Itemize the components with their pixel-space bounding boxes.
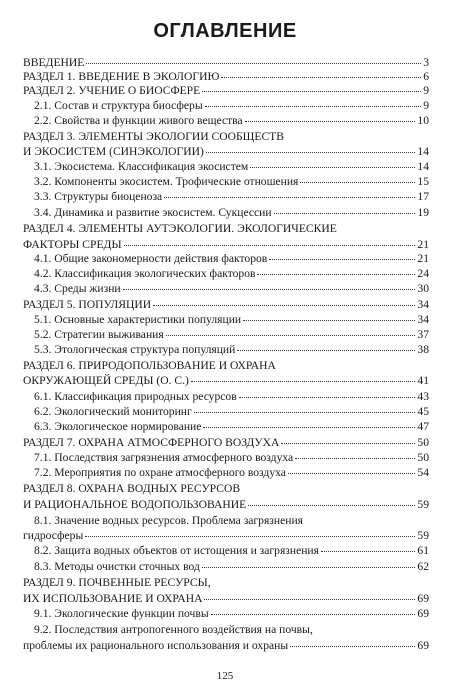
toc-entry: [34, 405, 429, 418]
dot-leader: [221, 77, 421, 78]
toc-entry-title: 5.2. Стратегии выживания: [34, 328, 164, 341]
dot-leader: [205, 106, 422, 107]
toc-entry-title: 7.1. Последствия загрязнения атмосферного воздуха: [34, 451, 294, 464]
toc-entry-page: 50: [417, 436, 429, 449]
toc-entry-page: 21: [417, 238, 429, 251]
dot-leader: [243, 320, 415, 321]
toc-entry-page: 17: [417, 190, 429, 203]
toc-entry-page: 14: [417, 145, 429, 158]
toc-entry-title: 5.3. Этологическая структура популяций: [34, 343, 236, 356]
toc-entry-title: ФАКТОРЫ СРЕДЫ: [23, 238, 122, 251]
toc-entry-title: 8.2. Защита водных объектов от истощения и загрязнения: [34, 544, 319, 557]
toc-entry-page: 59: [417, 529, 429, 542]
toc-entry-page: 54: [417, 466, 429, 479]
toc-entry-title: 9.2. Последствия антропогенного воздействия на почвы,: [34, 623, 313, 636]
toc-entry-page: 30: [417, 282, 429, 295]
toc-entry-title: проблемы их рационального использования и охраны: [23, 639, 289, 652]
toc-entry: [23, 639, 429, 652]
toc-entry-title: РАЗДЕЛ 9. ПОЧВЕННЫЕ РЕСУРСЫ,: [23, 576, 211, 589]
dot-leader: [248, 505, 415, 506]
dot-leader: [202, 567, 416, 568]
toc-entry: [34, 514, 303, 527]
toc-entry-title: ВВЕДЕНИЕ: [23, 56, 85, 69]
toc-entry-page: 59: [417, 498, 429, 511]
toc-entry-title: 3.1. Экосистема. Классификация экосистем: [34, 160, 249, 173]
dot-leader: [166, 335, 416, 336]
toc-entry-title: 3.3. Структуры биоценоза: [34, 190, 163, 203]
toc-entry-page: 21: [417, 252, 429, 265]
toc-entry: [34, 99, 429, 112]
toc-entry-page: 43: [417, 390, 429, 403]
toc-entry: [34, 544, 429, 557]
toc-entry: [34, 390, 429, 403]
toc-entry-title: 2.2. Свойства и функции живого вещества: [34, 114, 243, 127]
toc-entry-page: 9: [423, 84, 429, 97]
toc-entry-title: РАЗДЕЛ 1. ВВЕДЕНИЕ В ЭКОЛОГИЮ: [23, 70, 220, 83]
toc-entry: [23, 374, 429, 387]
toc-entry: [23, 498, 429, 511]
toc-entry-title: И ЭКОСИСТЕМ (СИНЭКОЛОГИИ): [23, 145, 204, 158]
toc-entry: [23, 436, 429, 449]
dot-leader: [274, 213, 416, 214]
toc-entry-title: ОКРУЖАЮЩЕЙ СРЕДЫ (О. С.): [23, 374, 189, 387]
toc-entry-page: 50: [417, 451, 429, 464]
toc-entry-title: 4.1. Общие закономерности действия факторов: [34, 252, 268, 265]
toc-entry-page: 34: [417, 313, 429, 326]
toc-entry-page: 45: [417, 405, 429, 418]
toc-entry-page: 41: [417, 374, 429, 387]
dot-leader: [194, 412, 416, 413]
dot-leader: [204, 599, 415, 600]
toc-entry: [34, 252, 429, 265]
toc-entry-title: 3.2. Компоненты экосистем. Трофические отношения: [34, 175, 299, 188]
toc-entry: [34, 175, 429, 188]
toc-entry-title: 2.1. Состав и структура биосферы: [34, 99, 203, 112]
toc-entry: [34, 267, 429, 280]
toc-entry-title: И РАЦИОНАЛЬНОЕ ВОДОПОЛЬЗОВАНИЕ: [23, 498, 247, 511]
toc-entry: [23, 56, 429, 69]
toc-entry-title: РАЗДЕЛ 6. ПРИРОДОПОЛЬЗОВАНИЕ И ОХРАНА: [23, 359, 276, 372]
toc-entry: [23, 222, 337, 235]
toc-entry-page: 14: [417, 160, 429, 173]
dot-leader: [203, 427, 415, 428]
toc-entry: [23, 70, 429, 83]
toc-entry: [34, 451, 429, 464]
dot-leader: [239, 397, 416, 398]
toc-entry-page: 61: [417, 544, 429, 557]
toc-entry-page: 9: [423, 99, 429, 112]
toc-entry-page: 6: [423, 70, 429, 83]
page-title: ОГЛАВЛЕНИЕ: [153, 20, 297, 42]
toc-entry-title: ИХ ИСПОЛЬЗОВАНИЕ И ОХРАНА: [23, 592, 203, 605]
toc-entry: [34, 206, 429, 219]
toc-entry-page: 47: [417, 420, 429, 433]
dot-leader: [123, 289, 416, 290]
toc-entry: [34, 560, 429, 573]
dot-leader: [164, 197, 415, 198]
toc-entry-title: РАЗДЕЛ 4. ЭЛЕМЕНТЫ АУТЭКОЛОГИИ. ЭКОЛОГИЧЕСКИЕ: [23, 222, 337, 235]
toc-entry-title: РАЗДЕЛ 5. ПОПУЛЯЦИИ: [23, 298, 152, 311]
toc-entry: [34, 313, 429, 326]
toc-entry-title: 4.2. Классификация экологических факторов: [34, 267, 256, 280]
toc-entry: [23, 529, 429, 542]
dot-leader: [86, 63, 421, 64]
toc-entry: [23, 145, 429, 158]
toc-entry-title: 6.3. Экологическое нормирование: [34, 420, 202, 433]
toc-entry-page: 69: [417, 592, 429, 605]
dot-leader: [211, 614, 416, 615]
toc-entry: [23, 576, 211, 589]
toc-entry: [34, 160, 429, 173]
toc-entry-page: 62: [417, 560, 429, 573]
dot-leader: [288, 473, 415, 474]
toc-entry: [23, 84, 429, 97]
toc-entry-page: 37: [417, 328, 429, 341]
dot-leader: [257, 274, 415, 275]
toc-entry-title: 9.1. Экологические функции почвы: [34, 607, 209, 620]
toc-entry: [23, 359, 276, 372]
toc-entry-page: 19: [417, 206, 429, 219]
toc-entry-page: 3: [423, 56, 429, 69]
toc-entry: [23, 482, 240, 495]
toc-entry-page: 24: [417, 267, 429, 280]
toc-entry-page: 69: [417, 607, 429, 620]
toc-entry: [34, 282, 429, 295]
toc-entry: [23, 298, 429, 311]
toc-entry-title: РАЗДЕЛ 8. ОХРАНА ВОДНЫХ РЕСУРСОВ: [23, 482, 241, 495]
toc-entry-title: 8.1. Значение водных ресурсов. Проблема загрязнения: [34, 514, 303, 527]
toc-entry-title: РАЗДЕЛ 2. УЧЕНИЕ О БИОСФЕРЕ: [23, 84, 201, 97]
dot-leader: [202, 91, 421, 92]
toc-entry-title: 6.1. Классификация природных ресурсов: [34, 390, 237, 403]
dot-leader: [85, 536, 415, 537]
toc-entry-title: 4.3. Среды жизни: [34, 282, 121, 295]
toc-entry: [34, 607, 429, 620]
toc-entry-page: 34: [417, 298, 429, 311]
dot-leader: [300, 182, 415, 183]
toc-entry-page: 69: [417, 639, 429, 652]
toc-entry-title: РАЗДЕЛ 3. ЭЛЕМЕНТЫ ЭКОЛОГИИ СООБЩЕСТВ: [23, 130, 284, 143]
toc-entry-title: РАЗДЕЛ 7. ОХРАНА АТМОСФЕРНОГО ВОЗДУХА: [23, 436, 280, 449]
dot-leader: [269, 259, 415, 260]
dot-leader: [281, 443, 415, 444]
toc-entry: [23, 592, 429, 605]
dot-leader: [250, 167, 415, 168]
dot-leader: [153, 305, 415, 306]
dot-leader: [295, 458, 415, 459]
toc-entry: [34, 343, 429, 356]
toc-entry-title: 3.4. Динамика и развитие экосистем. Сукцессии: [34, 206, 272, 219]
toc-entry-title: 6.2. Экологический мониторинг: [34, 405, 192, 418]
toc-entry-title: гидросферы: [23, 529, 84, 542]
toc-entry-page: 10: [417, 114, 429, 127]
dot-leader: [245, 121, 416, 122]
toc-entry: [34, 623, 313, 636]
toc-entry-title: 8.3. Методы очистки сточных вод: [34, 560, 200, 573]
toc-entry-title: 5.1. Основные характеристики популяции: [34, 313, 242, 326]
toc-entry-title: 7.2. Мероприятия по охране атмосферного воздуха: [34, 466, 286, 479]
toc-entry: [23, 238, 429, 251]
toc-entry-page: 15: [417, 175, 429, 188]
dot-leader: [321, 551, 415, 552]
dot-leader: [237, 350, 415, 351]
toc-entry: [23, 130, 284, 143]
dot-leader: [124, 245, 416, 246]
page-number: 125: [216, 670, 234, 682]
toc-entry: [34, 328, 429, 341]
toc-entry: [34, 114, 429, 127]
dot-leader: [290, 646, 415, 647]
dot-leader: [206, 152, 416, 153]
toc-entry: [34, 190, 429, 203]
toc-entry: [34, 420, 429, 433]
dot-leader: [191, 381, 416, 382]
toc-entry: [34, 466, 429, 479]
toc-entry-page: 38: [417, 343, 429, 356]
